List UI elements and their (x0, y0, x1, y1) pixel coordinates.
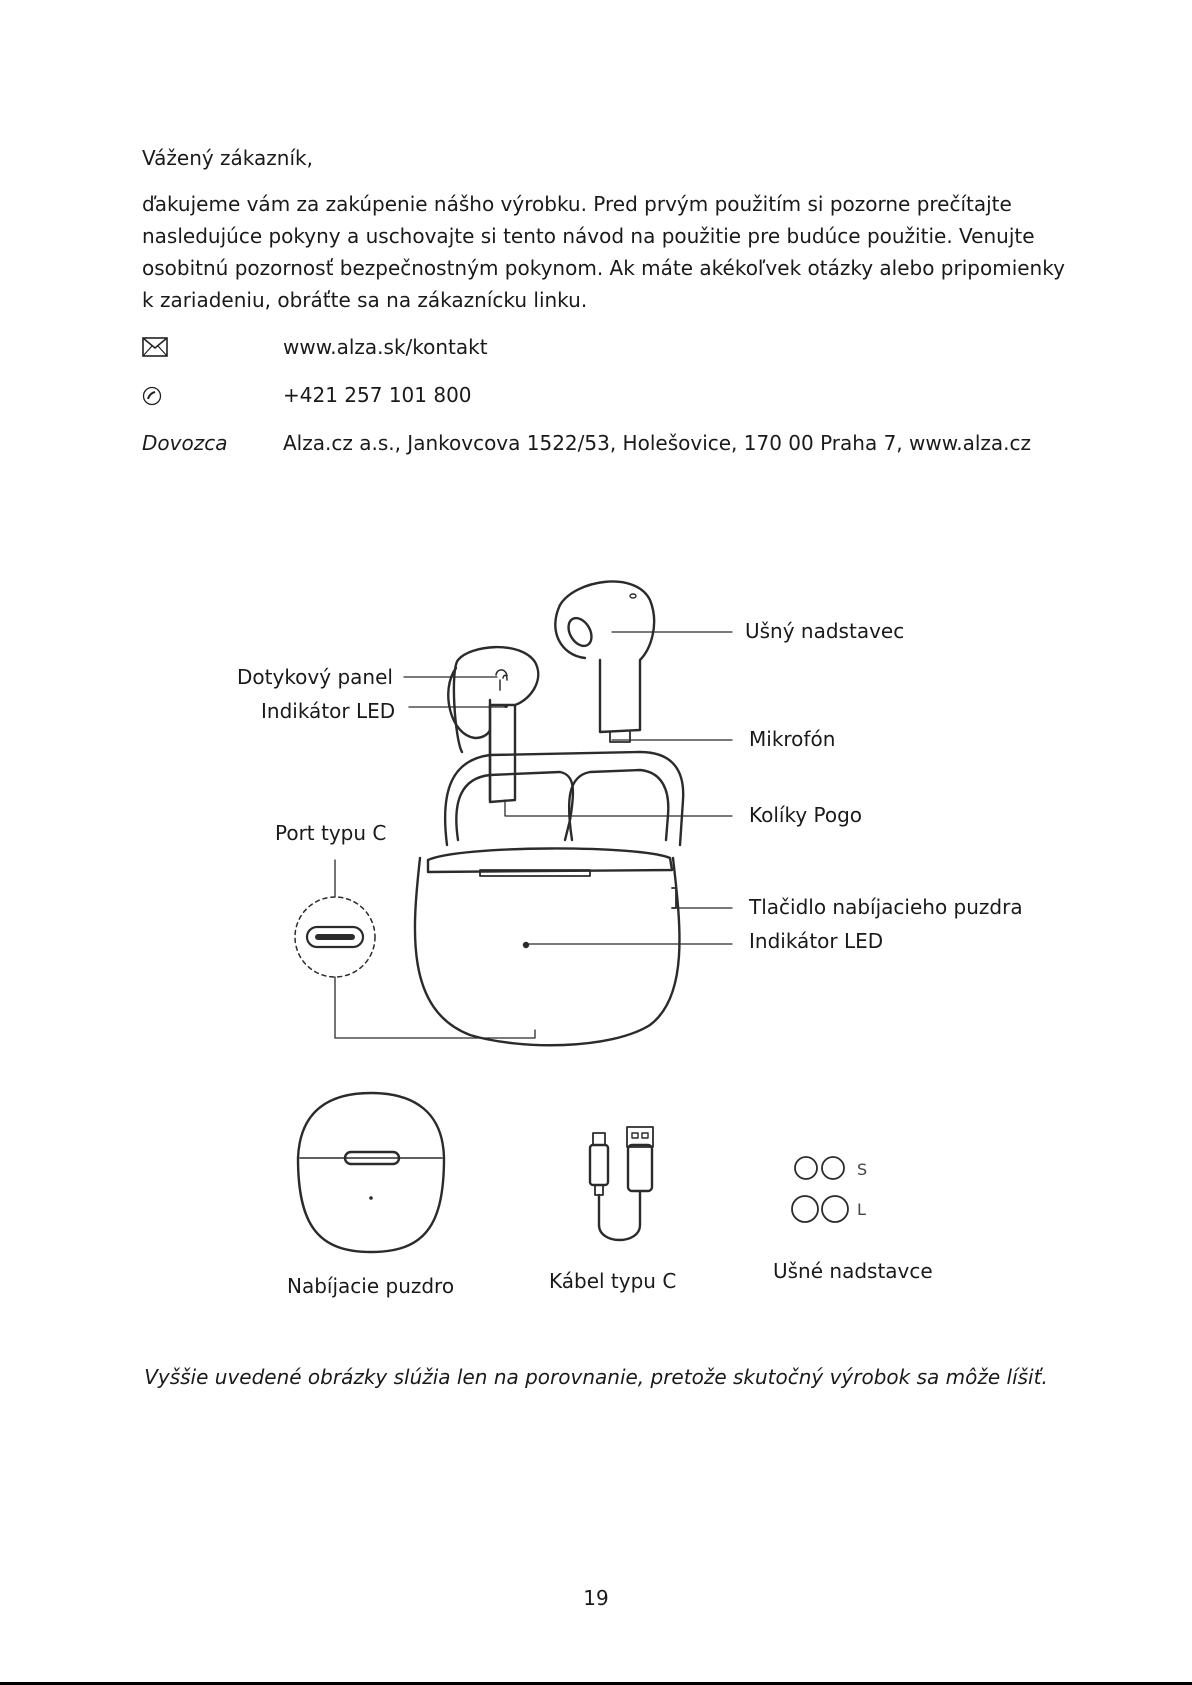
importer-address: Alza.cz a.s., Jankovcova 1522/53, Holešovice, 170 00 Praha 7, www.alza.cz (283, 431, 1032, 455)
label-ear-tips: Ušné nadstavce (773, 1259, 933, 1283)
page-number: 19 (583, 1586, 609, 1610)
label-microphone: Mikrofón (749, 727, 836, 751)
disclaimer-note: Vyššie uvedené obrázky slúžia len na porovnanie, pretože skutočný výrobok sa môže líšiť. (144, 1365, 1048, 1389)
label-led-case: Indikátor LED (749, 929, 884, 953)
label-port-type-c: Port typu C (275, 821, 387, 845)
label-pogo-pins: Kolíky Pogo (749, 803, 863, 827)
greeting: Vážený zákazník, (142, 146, 313, 170)
label-touch-panel: Dotykový panel (237, 665, 393, 689)
right-earbud (555, 581, 654, 742)
label-size-s: S (857, 1160, 868, 1179)
importer-label: Dovozca (142, 431, 228, 455)
case-lid (445, 752, 683, 845)
charging-case-item (298, 1088, 444, 1255)
label-charging-case: Nabíjacie puzdro (287, 1274, 455, 1298)
usb-c-port-detail (295, 897, 375, 977)
label-led-earbud: Indikátor LED (261, 699, 396, 723)
label-size-l: L (857, 1200, 866, 1219)
label-ear-tip: Ušný nadstavec (745, 619, 905, 643)
usb-c-cable-item (590, 1127, 653, 1240)
ear-tips-item (792, 1157, 848, 1222)
intro-line: nasledujúce pokyny a uschovajte si tento návod na použitie pre budúce použitie. Venujte (142, 224, 1035, 248)
intro-line: osobitnú pozornosť bezpečnostným pokynom. Ak máte akékoľvek otázky alebo pripomienky (142, 256, 1065, 280)
leader-lines (335, 632, 732, 1038)
left-earbud (448, 647, 538, 802)
label-case-button: Tlačidlo nabíjacieho puzdra (749, 895, 1023, 919)
contact-phone: +421 257 101 800 (283, 383, 472, 407)
intro-line: ďakujeme vám za zakúpenie nášho výrobku. Pred prvým použitím si pozorne prečítajte (142, 192, 1012, 216)
case-body (415, 848, 680, 1045)
contact-web: www.alza.sk/kontakt (283, 335, 488, 359)
label-cable: Kábel typu C (549, 1269, 677, 1293)
intro-line: k zariadeniu, obráťte sa na zákaznícku linku. (142, 288, 588, 312)
